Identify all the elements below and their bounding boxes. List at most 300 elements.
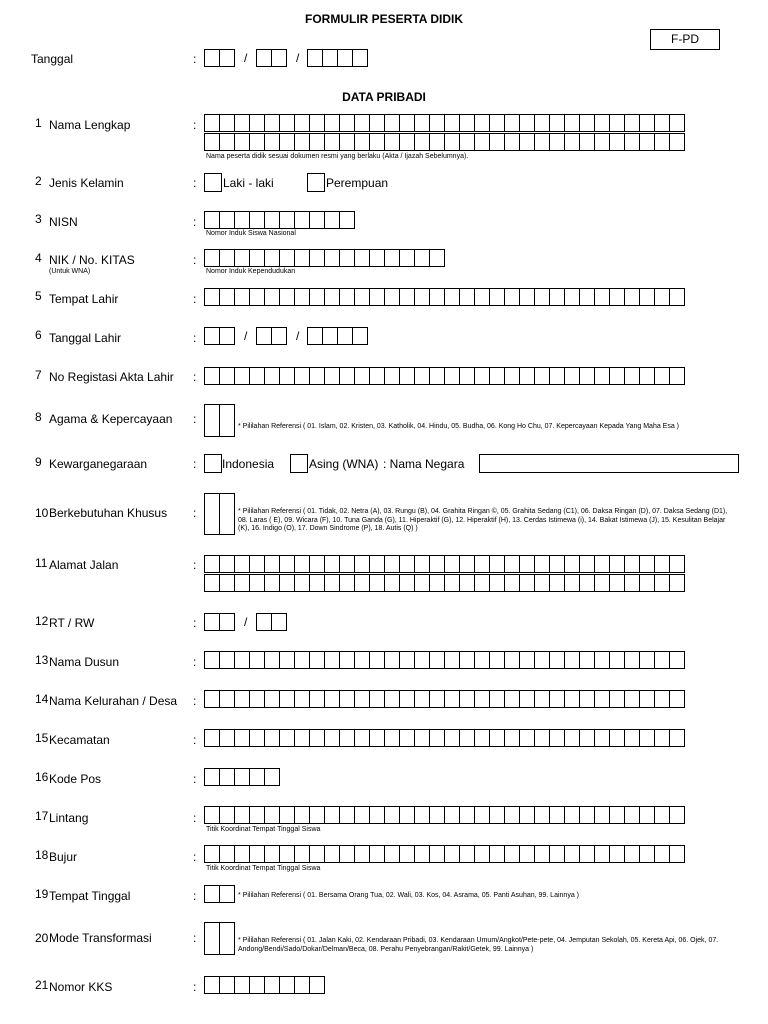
char-box[interactable] bbox=[204, 288, 220, 306]
char-box[interactable] bbox=[339, 845, 355, 863]
tanggal-lahir-year-input[interactable] bbox=[307, 327, 368, 345]
char-box[interactable] bbox=[324, 651, 340, 669]
char-box[interactable] bbox=[489, 114, 505, 132]
char-box[interactable] bbox=[324, 367, 340, 385]
char-box[interactable] bbox=[429, 574, 445, 592]
char-box[interactable] bbox=[534, 555, 550, 573]
char-box[interactable] bbox=[459, 651, 475, 669]
char-box[interactable] bbox=[294, 806, 310, 824]
tanggal-year-input[interactable] bbox=[307, 49, 368, 67]
char-box[interactable] bbox=[639, 574, 655, 592]
char-box[interactable] bbox=[369, 845, 385, 863]
char-box[interactable] bbox=[534, 574, 550, 592]
char-box[interactable] bbox=[384, 249, 400, 267]
char-box[interactable] bbox=[579, 367, 595, 385]
char-box[interactable] bbox=[354, 555, 370, 573]
char-box[interactable] bbox=[669, 806, 685, 824]
char-box[interactable] bbox=[624, 288, 640, 306]
char-box[interactable] bbox=[459, 729, 475, 747]
char-box[interactable] bbox=[279, 690, 295, 708]
nama-negara-input[interactable] bbox=[479, 454, 739, 473]
char-box[interactable] bbox=[474, 367, 490, 385]
char-box[interactable] bbox=[309, 114, 325, 132]
char-box[interactable] bbox=[204, 327, 220, 345]
char-box[interactable] bbox=[219, 493, 235, 535]
char-box[interactable] bbox=[519, 555, 535, 573]
char-box[interactable] bbox=[249, 114, 265, 132]
char-box[interactable] bbox=[309, 288, 325, 306]
char-box[interactable] bbox=[579, 690, 595, 708]
char-box[interactable] bbox=[564, 729, 580, 747]
char-box[interactable] bbox=[609, 845, 625, 863]
char-box[interactable] bbox=[234, 651, 250, 669]
char-box[interactable] bbox=[519, 367, 535, 385]
char-box[interactable] bbox=[337, 49, 353, 67]
char-box[interactable] bbox=[204, 729, 220, 747]
char-box[interactable] bbox=[444, 729, 460, 747]
char-box[interactable] bbox=[414, 114, 430, 132]
char-box[interactable] bbox=[579, 651, 595, 669]
char-box[interactable] bbox=[294, 690, 310, 708]
char-box[interactable] bbox=[279, 845, 295, 863]
char-box[interactable] bbox=[579, 729, 595, 747]
char-box[interactable] bbox=[279, 133, 295, 151]
char-box[interactable] bbox=[564, 574, 580, 592]
char-box[interactable] bbox=[369, 555, 385, 573]
agama-input[interactable] bbox=[204, 404, 235, 437]
char-box[interactable] bbox=[339, 211, 355, 229]
char-box[interactable] bbox=[459, 845, 475, 863]
char-box[interactable] bbox=[369, 651, 385, 669]
char-box[interactable] bbox=[609, 367, 625, 385]
char-box[interactable] bbox=[504, 651, 520, 669]
char-box[interactable] bbox=[399, 845, 415, 863]
char-box[interactable] bbox=[249, 768, 265, 786]
char-box[interactable] bbox=[489, 806, 505, 824]
char-box[interactable] bbox=[249, 288, 265, 306]
char-box[interactable] bbox=[444, 651, 460, 669]
alamat-jalan-input-line2[interactable] bbox=[204, 574, 685, 592]
nik-input[interactable] bbox=[204, 249, 445, 267]
char-box[interactable] bbox=[204, 613, 220, 631]
char-box[interactable] bbox=[549, 133, 565, 151]
char-box[interactable] bbox=[234, 211, 250, 229]
char-box[interactable] bbox=[594, 690, 610, 708]
char-box[interactable] bbox=[414, 133, 430, 151]
char-box[interactable] bbox=[399, 690, 415, 708]
char-box[interactable] bbox=[249, 133, 265, 151]
char-box[interactable] bbox=[669, 114, 685, 132]
char-box[interactable] bbox=[564, 133, 580, 151]
char-box[interactable] bbox=[579, 288, 595, 306]
char-box[interactable] bbox=[279, 574, 295, 592]
char-box[interactable] bbox=[264, 845, 280, 863]
char-box[interactable] bbox=[219, 288, 235, 306]
char-box[interactable] bbox=[249, 574, 265, 592]
char-box[interactable] bbox=[504, 555, 520, 573]
char-box[interactable] bbox=[384, 729, 400, 747]
char-box[interactable] bbox=[294, 211, 310, 229]
char-box[interactable] bbox=[219, 885, 235, 903]
char-box[interactable] bbox=[564, 367, 580, 385]
char-box[interactable] bbox=[354, 133, 370, 151]
char-box[interactable] bbox=[669, 555, 685, 573]
char-box[interactable] bbox=[639, 806, 655, 824]
char-box[interactable] bbox=[399, 288, 415, 306]
char-box[interactable] bbox=[204, 133, 220, 151]
char-box[interactable] bbox=[324, 133, 340, 151]
char-box[interactable] bbox=[414, 555, 430, 573]
char-box[interactable] bbox=[294, 114, 310, 132]
char-box[interactable] bbox=[579, 806, 595, 824]
char-box[interactable] bbox=[384, 845, 400, 863]
char-box[interactable] bbox=[639, 114, 655, 132]
char-box[interactable] bbox=[264, 288, 280, 306]
char-box[interactable] bbox=[339, 651, 355, 669]
kode-pos-input[interactable] bbox=[204, 768, 280, 786]
char-box[interactable] bbox=[204, 367, 220, 385]
char-box[interactable] bbox=[339, 367, 355, 385]
char-box[interactable] bbox=[594, 574, 610, 592]
char-box[interactable] bbox=[324, 729, 340, 747]
char-box[interactable] bbox=[271, 613, 287, 631]
char-box[interactable] bbox=[624, 690, 640, 708]
char-box[interactable] bbox=[669, 729, 685, 747]
char-box[interactable] bbox=[309, 574, 325, 592]
char-box[interactable] bbox=[474, 288, 490, 306]
char-box[interactable] bbox=[339, 690, 355, 708]
char-box[interactable] bbox=[414, 845, 430, 863]
kecamatan-input[interactable] bbox=[204, 729, 685, 747]
char-box[interactable] bbox=[549, 367, 565, 385]
char-box[interactable] bbox=[534, 114, 550, 132]
char-box[interactable] bbox=[309, 729, 325, 747]
char-box[interactable] bbox=[579, 555, 595, 573]
char-box[interactable] bbox=[399, 651, 415, 669]
char-box[interactable] bbox=[414, 367, 430, 385]
laki-laki-checkbox[interactable] bbox=[204, 173, 222, 192]
char-box[interactable] bbox=[264, 133, 280, 151]
char-box[interactable] bbox=[369, 249, 385, 267]
char-box[interactable] bbox=[429, 555, 445, 573]
char-box[interactable] bbox=[219, 613, 235, 631]
char-box[interactable] bbox=[219, 404, 235, 437]
char-box[interactable] bbox=[384, 367, 400, 385]
char-box[interactable] bbox=[414, 651, 430, 669]
char-box[interactable] bbox=[474, 114, 490, 132]
char-box[interactable] bbox=[534, 367, 550, 385]
char-box[interactable] bbox=[256, 327, 272, 345]
char-box[interactable] bbox=[249, 976, 265, 994]
char-box[interactable] bbox=[264, 768, 280, 786]
char-box[interactable] bbox=[294, 133, 310, 151]
char-box[interactable] bbox=[639, 133, 655, 151]
char-box[interactable] bbox=[414, 806, 430, 824]
indonesia-checkbox[interactable] bbox=[204, 454, 222, 473]
char-box[interactable] bbox=[354, 288, 370, 306]
char-box[interactable] bbox=[474, 690, 490, 708]
char-box[interactable] bbox=[519, 806, 535, 824]
char-box[interactable] bbox=[324, 845, 340, 863]
char-box[interactable] bbox=[264, 574, 280, 592]
char-box[interactable] bbox=[444, 845, 460, 863]
char-box[interactable] bbox=[399, 367, 415, 385]
char-box[interactable] bbox=[654, 114, 670, 132]
char-box[interactable] bbox=[534, 651, 550, 669]
char-box[interactable] bbox=[204, 574, 220, 592]
char-box[interactable] bbox=[444, 806, 460, 824]
char-box[interactable] bbox=[429, 690, 445, 708]
char-box[interactable] bbox=[489, 288, 505, 306]
char-box[interactable] bbox=[654, 574, 670, 592]
char-box[interactable] bbox=[279, 806, 295, 824]
char-box[interactable] bbox=[669, 574, 685, 592]
char-box[interactable] bbox=[594, 651, 610, 669]
char-box[interactable] bbox=[609, 806, 625, 824]
char-box[interactable] bbox=[549, 806, 565, 824]
char-box[interactable] bbox=[594, 806, 610, 824]
char-box[interactable] bbox=[249, 690, 265, 708]
char-box[interactable] bbox=[564, 555, 580, 573]
char-box[interactable] bbox=[354, 729, 370, 747]
char-box[interactable] bbox=[399, 249, 415, 267]
char-box[interactable] bbox=[459, 574, 475, 592]
char-box[interactable] bbox=[669, 133, 685, 151]
char-box[interactable] bbox=[429, 133, 445, 151]
char-box[interactable] bbox=[594, 288, 610, 306]
char-box[interactable] bbox=[279, 555, 295, 573]
char-box[interactable] bbox=[354, 806, 370, 824]
char-box[interactable] bbox=[234, 690, 250, 708]
char-box[interactable] bbox=[444, 133, 460, 151]
char-box[interactable] bbox=[624, 729, 640, 747]
char-box[interactable] bbox=[504, 133, 520, 151]
char-box[interactable] bbox=[429, 845, 445, 863]
char-box[interactable] bbox=[249, 367, 265, 385]
char-box[interactable] bbox=[369, 574, 385, 592]
char-box[interactable] bbox=[264, 651, 280, 669]
tanggal-lahir-day-input[interactable] bbox=[204, 327, 235, 345]
char-box[interactable] bbox=[489, 555, 505, 573]
char-box[interactable] bbox=[354, 574, 370, 592]
char-box[interactable] bbox=[474, 845, 490, 863]
char-box[interactable] bbox=[534, 806, 550, 824]
char-box[interactable] bbox=[534, 288, 550, 306]
char-box[interactable] bbox=[549, 651, 565, 669]
char-box[interactable] bbox=[204, 768, 220, 786]
char-box[interactable] bbox=[444, 288, 460, 306]
char-box[interactable] bbox=[264, 690, 280, 708]
char-box[interactable] bbox=[264, 211, 280, 229]
char-box[interactable] bbox=[309, 555, 325, 573]
char-box[interactable] bbox=[504, 367, 520, 385]
char-box[interactable] bbox=[369, 133, 385, 151]
char-box[interactable] bbox=[219, 249, 235, 267]
char-box[interactable] bbox=[579, 845, 595, 863]
char-box[interactable] bbox=[234, 806, 250, 824]
char-box[interactable] bbox=[324, 288, 340, 306]
char-box[interactable] bbox=[639, 651, 655, 669]
char-box[interactable] bbox=[219, 690, 235, 708]
char-box[interactable] bbox=[354, 249, 370, 267]
char-box[interactable] bbox=[256, 613, 272, 631]
char-box[interactable] bbox=[549, 288, 565, 306]
tanggal-day-input[interactable] bbox=[204, 49, 235, 67]
char-box[interactable] bbox=[219, 367, 235, 385]
char-box[interactable] bbox=[429, 114, 445, 132]
char-box[interactable] bbox=[594, 555, 610, 573]
char-box[interactable] bbox=[594, 114, 610, 132]
char-box[interactable] bbox=[204, 49, 220, 67]
char-box[interactable] bbox=[234, 976, 250, 994]
char-box[interactable] bbox=[294, 729, 310, 747]
char-box[interactable] bbox=[579, 133, 595, 151]
alamat-jalan-input-line1[interactable] bbox=[204, 555, 685, 573]
char-box[interactable] bbox=[669, 288, 685, 306]
char-box[interactable] bbox=[354, 690, 370, 708]
char-box[interactable] bbox=[369, 367, 385, 385]
char-box[interactable] bbox=[204, 845, 220, 863]
char-box[interactable] bbox=[234, 729, 250, 747]
char-box[interactable] bbox=[219, 133, 235, 151]
char-box[interactable] bbox=[444, 690, 460, 708]
char-box[interactable] bbox=[354, 845, 370, 863]
char-box[interactable] bbox=[594, 729, 610, 747]
char-box[interactable] bbox=[654, 133, 670, 151]
char-box[interactable] bbox=[264, 114, 280, 132]
nisn-input[interactable] bbox=[204, 211, 355, 229]
char-box[interactable] bbox=[519, 133, 535, 151]
char-box[interactable] bbox=[324, 555, 340, 573]
char-box[interactable] bbox=[219, 922, 235, 955]
char-box[interactable] bbox=[624, 651, 640, 669]
akta-lahir-input[interactable] bbox=[204, 367, 685, 385]
char-box[interactable] bbox=[474, 729, 490, 747]
char-box[interactable] bbox=[339, 114, 355, 132]
char-box[interactable] bbox=[609, 114, 625, 132]
char-box[interactable] bbox=[429, 729, 445, 747]
char-box[interactable] bbox=[384, 133, 400, 151]
char-box[interactable] bbox=[459, 690, 475, 708]
char-box[interactable] bbox=[474, 651, 490, 669]
char-box[interactable] bbox=[204, 651, 220, 669]
char-box[interactable] bbox=[249, 729, 265, 747]
char-box[interactable] bbox=[249, 249, 265, 267]
rt-input[interactable] bbox=[204, 613, 235, 631]
char-box[interactable] bbox=[399, 729, 415, 747]
char-box[interactable] bbox=[322, 327, 338, 345]
rw-input[interactable] bbox=[256, 613, 287, 631]
char-box[interactable] bbox=[669, 367, 685, 385]
char-box[interactable] bbox=[264, 367, 280, 385]
char-box[interactable] bbox=[204, 555, 220, 573]
char-box[interactable] bbox=[534, 690, 550, 708]
char-box[interactable] bbox=[384, 651, 400, 669]
char-box[interactable] bbox=[519, 690, 535, 708]
tanggal-month-input[interactable] bbox=[256, 49, 287, 67]
char-box[interactable] bbox=[414, 288, 430, 306]
nama-lengkap-input-line2[interactable] bbox=[204, 133, 685, 151]
char-box[interactable] bbox=[309, 249, 325, 267]
char-box[interactable] bbox=[339, 133, 355, 151]
char-box[interactable] bbox=[564, 690, 580, 708]
char-box[interactable] bbox=[309, 211, 325, 229]
char-box[interactable] bbox=[219, 211, 235, 229]
char-box[interactable] bbox=[399, 574, 415, 592]
char-box[interactable] bbox=[369, 806, 385, 824]
char-box[interactable] bbox=[504, 114, 520, 132]
char-box[interactable] bbox=[519, 651, 535, 669]
char-box[interactable] bbox=[639, 690, 655, 708]
char-box[interactable] bbox=[384, 288, 400, 306]
char-box[interactable] bbox=[309, 806, 325, 824]
mode-transformasi-input[interactable] bbox=[204, 922, 235, 955]
char-box[interactable] bbox=[204, 114, 220, 132]
char-box[interactable] bbox=[444, 555, 460, 573]
char-box[interactable] bbox=[322, 49, 338, 67]
char-box[interactable] bbox=[399, 133, 415, 151]
char-box[interactable] bbox=[279, 976, 295, 994]
char-box[interactable] bbox=[271, 327, 287, 345]
char-box[interactable] bbox=[489, 133, 505, 151]
char-box[interactable] bbox=[474, 555, 490, 573]
char-box[interactable] bbox=[324, 114, 340, 132]
char-box[interactable] bbox=[294, 555, 310, 573]
char-box[interactable] bbox=[624, 133, 640, 151]
char-box[interactable] bbox=[669, 845, 685, 863]
char-box[interactable] bbox=[234, 114, 250, 132]
char-box[interactable] bbox=[654, 288, 670, 306]
char-box[interactable] bbox=[204, 404, 220, 437]
char-box[interactable] bbox=[474, 806, 490, 824]
char-box[interactable] bbox=[384, 555, 400, 573]
char-box[interactable] bbox=[204, 211, 220, 229]
char-box[interactable] bbox=[534, 729, 550, 747]
char-box[interactable] bbox=[399, 555, 415, 573]
char-box[interactable] bbox=[564, 806, 580, 824]
char-box[interactable] bbox=[429, 806, 445, 824]
char-box[interactable] bbox=[474, 574, 490, 592]
char-box[interactable] bbox=[429, 288, 445, 306]
char-box[interactable] bbox=[256, 49, 272, 67]
char-box[interactable] bbox=[504, 288, 520, 306]
char-box[interactable] bbox=[384, 114, 400, 132]
char-box[interactable] bbox=[234, 367, 250, 385]
char-box[interactable] bbox=[369, 114, 385, 132]
char-box[interactable] bbox=[324, 690, 340, 708]
asing-checkbox[interactable] bbox=[290, 454, 308, 473]
char-box[interactable] bbox=[234, 768, 250, 786]
char-box[interactable] bbox=[271, 49, 287, 67]
char-box[interactable] bbox=[564, 651, 580, 669]
char-box[interactable] bbox=[279, 288, 295, 306]
char-box[interactable] bbox=[669, 651, 685, 669]
char-box[interactable] bbox=[639, 288, 655, 306]
char-box[interactable] bbox=[219, 729, 235, 747]
char-box[interactable] bbox=[459, 555, 475, 573]
char-box[interactable] bbox=[369, 288, 385, 306]
char-box[interactable] bbox=[219, 327, 235, 345]
char-box[interactable] bbox=[339, 555, 355, 573]
char-box[interactable] bbox=[594, 845, 610, 863]
char-box[interactable] bbox=[609, 574, 625, 592]
char-box[interactable] bbox=[609, 729, 625, 747]
char-box[interactable] bbox=[489, 367, 505, 385]
char-box[interactable] bbox=[204, 922, 220, 955]
char-box[interactable] bbox=[549, 845, 565, 863]
char-box[interactable] bbox=[307, 327, 323, 345]
char-box[interactable] bbox=[279, 729, 295, 747]
